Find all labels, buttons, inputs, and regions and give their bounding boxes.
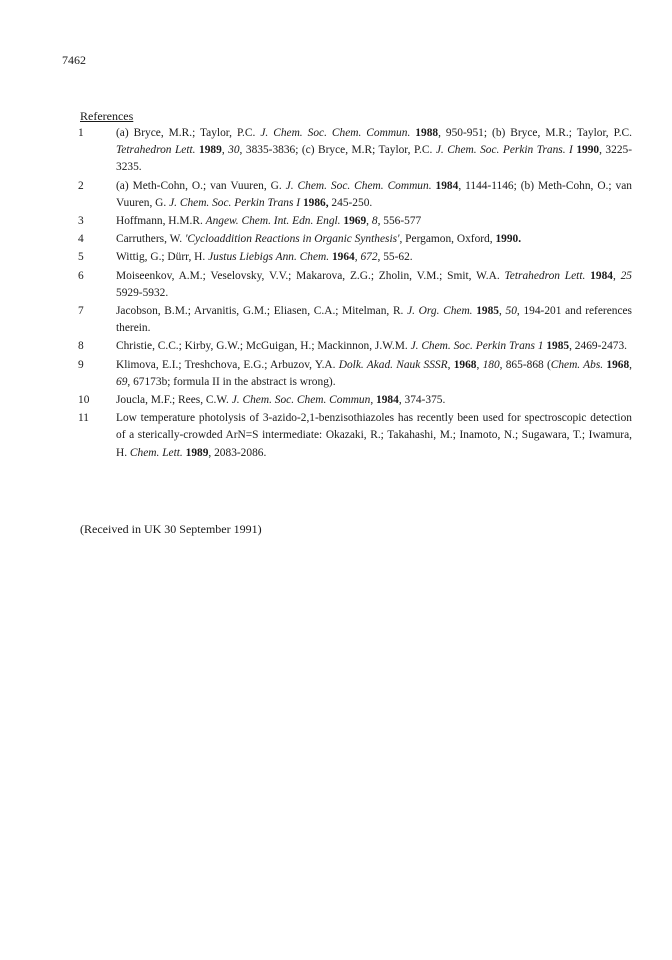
reference-text-part: (a) Bryce, M.R.; Taylor, P.C.	[116, 127, 261, 139]
reference-number: 3	[78, 215, 84, 228]
reference-text-part: Carruthers, W.	[116, 233, 185, 246]
reference-text-part: , 556-577	[377, 215, 422, 228]
reference-item	[0, 125, 672, 177]
reference-text-part: Tetrahedron Lett.	[116, 144, 196, 157]
reference-text-part: J. Chem. Soc. Chem. Commun	[231, 394, 371, 407]
reference-text-part: Hoffmann, H.M.R.	[116, 215, 206, 228]
reference-list	[0, 125, 672, 463]
reference-text-part: Justus Liebigs Ann. Chem.	[208, 251, 330, 264]
reference-item	[0, 213, 672, 230]
reference-text-part: J. Chem. Soc. Perkin Trans. I	[435, 144, 573, 157]
reference-text-part: ,	[447, 358, 454, 371]
reference-number: 8	[78, 340, 84, 353]
reference-text-part: J. Chem. Soc. Perkin Trans I	[169, 196, 301, 209]
reference-text-part: Tetrahedron Lett.	[504, 269, 586, 282]
reference-text-part: ,	[354, 251, 361, 264]
reference-text-part: 1989	[185, 446, 209, 459]
reference-text-part: 672	[360, 251, 378, 264]
reference-text-part: 1985	[476, 305, 499, 318]
reference-number: 4	[78, 233, 84, 246]
reference-text-part: Moiseenkov, A.M.; Veselovsky, V.V.; Makarova, Z.G.; Zholin, V.M.; Smit, W.A.	[116, 269, 505, 282]
reference-item	[0, 392, 672, 409]
reference-number: 2	[78, 179, 84, 192]
reference-text-part: J. Chem. Soc. Chem. Commun.	[285, 179, 432, 192]
reference-text-part: Jacobson, B.M.; Arvanitis, G.M.; Eliasen, C.A.; Mitelman, R.	[116, 305, 408, 318]
reference-text-part: (a) Meth-Cohn, O.; van Vuuren, G.	[116, 179, 286, 192]
reference-text-part: , 1144-1146; (b) Meth-Cohn, O.; van Vuuren, G.	[116, 179, 632, 209]
reference-text	[116, 338, 632, 355]
reference-text-part: , 3835-3836; (c) Bryce, M.R; Taylor, P.C.	[239, 144, 436, 157]
reference-text-part: 1988	[415, 127, 439, 139]
reference-text-part: 1968	[606, 358, 630, 371]
reference-item	[0, 410, 672, 462]
reference-text-part: , 194-201 and references therein.	[116, 305, 632, 335]
reference-item	[0, 249, 672, 266]
reference-text-part: , 374-375.	[398, 394, 446, 407]
reference-text-part: Christie, C.C.; Kirby, G.W.; McGuigan, H.; Mackinnon, J.W.M.	[116, 340, 411, 353]
reference-text	[116, 392, 632, 409]
reference-number: 1	[78, 127, 84, 139]
reference-item	[0, 231, 672, 248]
reference-text-part: ,	[499, 305, 506, 318]
reference-text	[116, 213, 632, 230]
reference-text-part: 25	[620, 269, 632, 282]
reference-text	[116, 125, 632, 177]
reference-text-part: 1984	[590, 269, 613, 282]
reference-text-part: 1990	[576, 144, 600, 157]
reference-text-part: 50	[505, 305, 517, 318]
reference-text-part: 1986,	[302, 196, 329, 209]
reference-text-part: 5929-5932.	[116, 286, 169, 299]
reference-text-part: 180	[482, 358, 500, 371]
reference-text-part: 1984	[435, 179, 459, 192]
reference-text-part: ,	[612, 269, 621, 282]
reference-text-part: Angew. Chem. Int. Edn. Engl.	[205, 215, 341, 228]
reference-text-part: , 2083-2086.	[208, 446, 267, 459]
reference-item	[0, 357, 672, 391]
reference-text-part: 1985	[546, 340, 570, 353]
reference-text-part: 1989	[199, 144, 222, 157]
reference-item	[0, 178, 672, 212]
reference-text-part: ,	[366, 215, 372, 228]
reference-text-part: , 950-951; (b) Bryce, M.R.; Taylor, P.C.	[438, 127, 632, 139]
reference-text	[116, 357, 632, 391]
reference-text	[116, 268, 632, 302]
reference-text	[116, 410, 632, 462]
reference-text-part: , 865-868 (	[499, 358, 551, 371]
reference-number: 6	[78, 269, 84, 282]
reference-text-part: Joucla, M.F.; Rees, C.W.	[116, 394, 232, 407]
reference-text-part: 1968	[453, 358, 477, 371]
reference-text-part: 1990.	[495, 233, 522, 246]
reference-text-part: 69	[116, 375, 128, 388]
reference-text-part: Wittig, G.; Dürr, H.	[116, 251, 209, 264]
reference-text-part: 1969	[343, 215, 367, 228]
reference-text-part: , 3225-3235.	[116, 144, 632, 174]
reference-number: 11	[78, 412, 89, 425]
reference-text-part: 30	[228, 144, 240, 157]
reference-text-part: J. Chem. Soc. Chem. Commun.	[260, 127, 411, 139]
reference-text-part: 1984	[376, 394, 399, 407]
reference-text	[116, 303, 632, 337]
reference-text-part: 245-250.	[328, 196, 373, 209]
reference-text-part: ,	[629, 358, 633, 371]
reference-text-part: Klimova, E.I.; Treshchova, E.G.; Arbuzov, Y.A.	[116, 358, 339, 371]
page-number: 7462	[62, 53, 86, 67]
reference-item	[0, 338, 672, 355]
reference-text-part: ,	[221, 144, 229, 157]
reference-text-part: ,	[476, 358, 483, 371]
references-heading: References	[80, 109, 134, 123]
reference-text-part: Low temperature photolysis of 3-azido-2,1-benzisothiazoles has recently been used for spectroscopic detection of a sterically-crowded ArN=S intermediate: Okazaki, R.; Takahashi, M.; Inamoto, N.; Sugawara, T.; Iwamura, H.	[116, 412, 632, 459]
reference-text-part: J. Org. Chem.	[407, 305, 473, 318]
reference-text-part: Chem. Lett.	[129, 446, 183, 459]
reference-text-part: Chem. Abs.	[550, 358, 604, 371]
reference-item	[0, 303, 672, 337]
reference-text-part: , 2469-2473.	[569, 340, 628, 353]
reference-text-part: 'Cycloaddition Reactions in Organic Synthesis'	[184, 233, 400, 246]
received-note: (Received in UK 30 September 1991)	[80, 522, 262, 536]
reference-number: 5	[78, 251, 84, 264]
reference-text-part: Dolk. Akad. Nauk SSSR	[338, 358, 448, 371]
reference-text	[116, 231, 632, 248]
reference-text-part: J. Chem. Soc. Perkin Trans 1	[410, 340, 544, 353]
reference-text-part: , Pergamon, Oxford,	[399, 233, 496, 246]
reference-text	[116, 178, 632, 212]
reference-number: 7	[78, 305, 84, 318]
reference-number: 9	[78, 358, 84, 371]
reference-text-part: 1964	[331, 251, 355, 264]
reference-item	[0, 268, 672, 302]
reference-text	[116, 249, 632, 266]
reference-text-part: 8	[371, 215, 378, 228]
reference-text-part: , 67173b; formula II in the abstract is wrong).	[127, 375, 336, 388]
reference-text-part: , 55-62.	[377, 251, 413, 264]
reference-text-part: ,	[370, 394, 377, 407]
reference-number: 10	[78, 394, 90, 407]
